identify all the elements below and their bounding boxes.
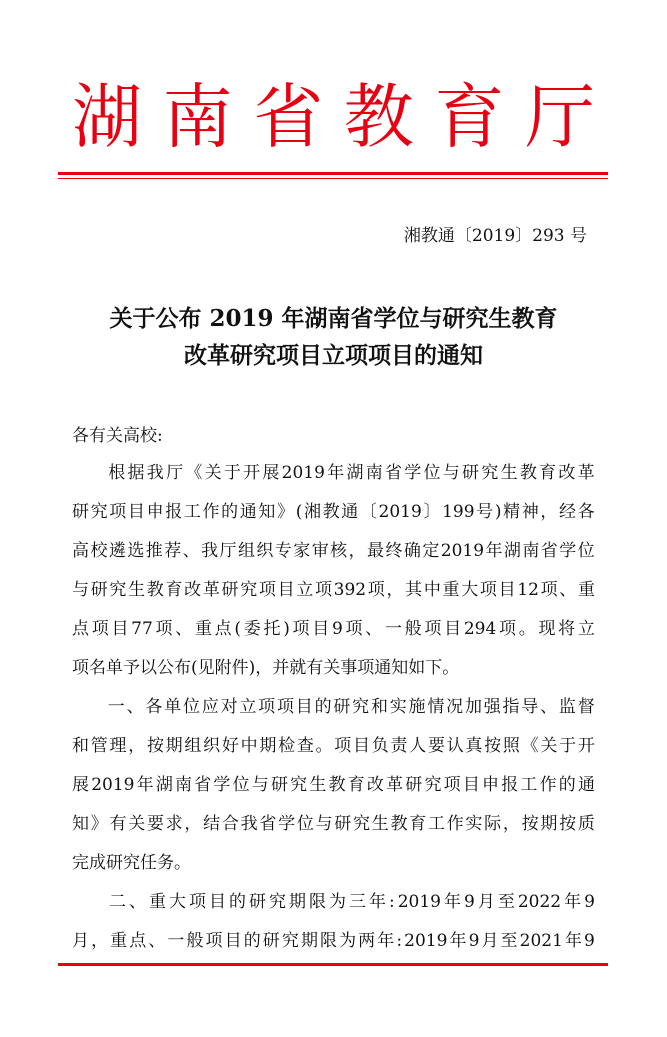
text-line: 完成研究任务。 bbox=[72, 853, 191, 873]
text-line: 一 、 各 单 位 应 对 立 项 项 目 的 研 究 和 实 施 情 况 加 强 指 导 、 监 督 bbox=[107, 697, 595, 717]
footer-rule bbox=[58, 963, 608, 966]
text-line: 月 ， 重 点 、 一 般 项 目 的 研 究 期 限 为 两 年 : 2019 年 9 月 至 2021 年 9 bbox=[72, 931, 595, 951]
salutation: 各有关高校: bbox=[72, 426, 163, 446]
text-line: 与 研 究 生 教 育 改 革 研 究 项 目 立 项 392 项 ， 其 中 重 大 项 目 12 项 、 重 bbox=[72, 580, 595, 600]
text-line: 根 据 我 厅 《 关 于 开 展 2019 年 湖 南 省 学 位 与 研 究 生 教 育 改 革 bbox=[108, 463, 595, 483]
document-body bbox=[72, 418, 595, 961]
document-number: 湘教通〔2019〕293 号 bbox=[403, 226, 587, 246]
text-line: 知 》 有 关 要 求 ， 结 合 我 省 学 位 与 研 究 生 教 育 工 作 实 际 ， 按 期 按 质 bbox=[72, 814, 595, 834]
title-line-1: 关于公布 2019 年湖南省学位与研究生教育 bbox=[109, 305, 558, 332]
letterhead-char: 省 bbox=[253, 76, 324, 158]
paragraph-3 bbox=[72, 883, 595, 961]
text-line: 项名单予以公布(见附件)，并就有关事项通知如下。 bbox=[72, 658, 460, 678]
text-line: 研 究 项 目 申 报 工 作 的 通 知 》 ( 湘 教 通 〔 2019 〕 199 号 ) 精 神 ， 经 各 bbox=[72, 502, 595, 522]
letterhead-char: 厅 bbox=[524, 76, 595, 158]
letterhead-issuer bbox=[72, 72, 595, 162]
paragraph-2 bbox=[72, 688, 595, 883]
letterhead-rule-thick bbox=[58, 172, 608, 175]
text-line: 高 校 遴 选 推 荐 、 我 厅 组 织 专 家 审 核 ， 最 终 确 定 2019 年 湖 南 省 学 位 bbox=[72, 541, 595, 561]
paragraph-1 bbox=[72, 454, 595, 688]
letterhead-char: 南 bbox=[162, 76, 233, 158]
letterhead-char: 教 bbox=[343, 76, 414, 158]
text-line: 和 管 理 ， 按 期 组 织 好 中 期 检 查 。 项 目 负 责 人 要 认 真 按 照 《 关 于 开 bbox=[72, 736, 595, 756]
letterhead-char: 育 bbox=[434, 76, 505, 158]
text-line: 点 项 目 77 项 、 重 点 ( 委 托 ) 项 目 9 项 、 一 般 项 目 294 项 。 现 将 立 bbox=[72, 619, 595, 639]
letterhead-char: 湖 bbox=[72, 76, 142, 158]
title-line-2: 改革研究项目立项项目的通知 bbox=[184, 342, 483, 369]
text-line: 二 、 重 大 项 目 的 研 究 期 限 为 三 年 : 2019 年 9 月 至 2022 年 9 bbox=[109, 892, 595, 912]
text-line: 展 2019 年 湖 南 省 学 位 与 研 究 生 教 育 改 革 研 究 项 目 申 报 工 作 的 通 bbox=[72, 775, 595, 795]
document-title bbox=[60, 300, 607, 374]
letterhead-rule-thin bbox=[58, 178, 608, 179]
